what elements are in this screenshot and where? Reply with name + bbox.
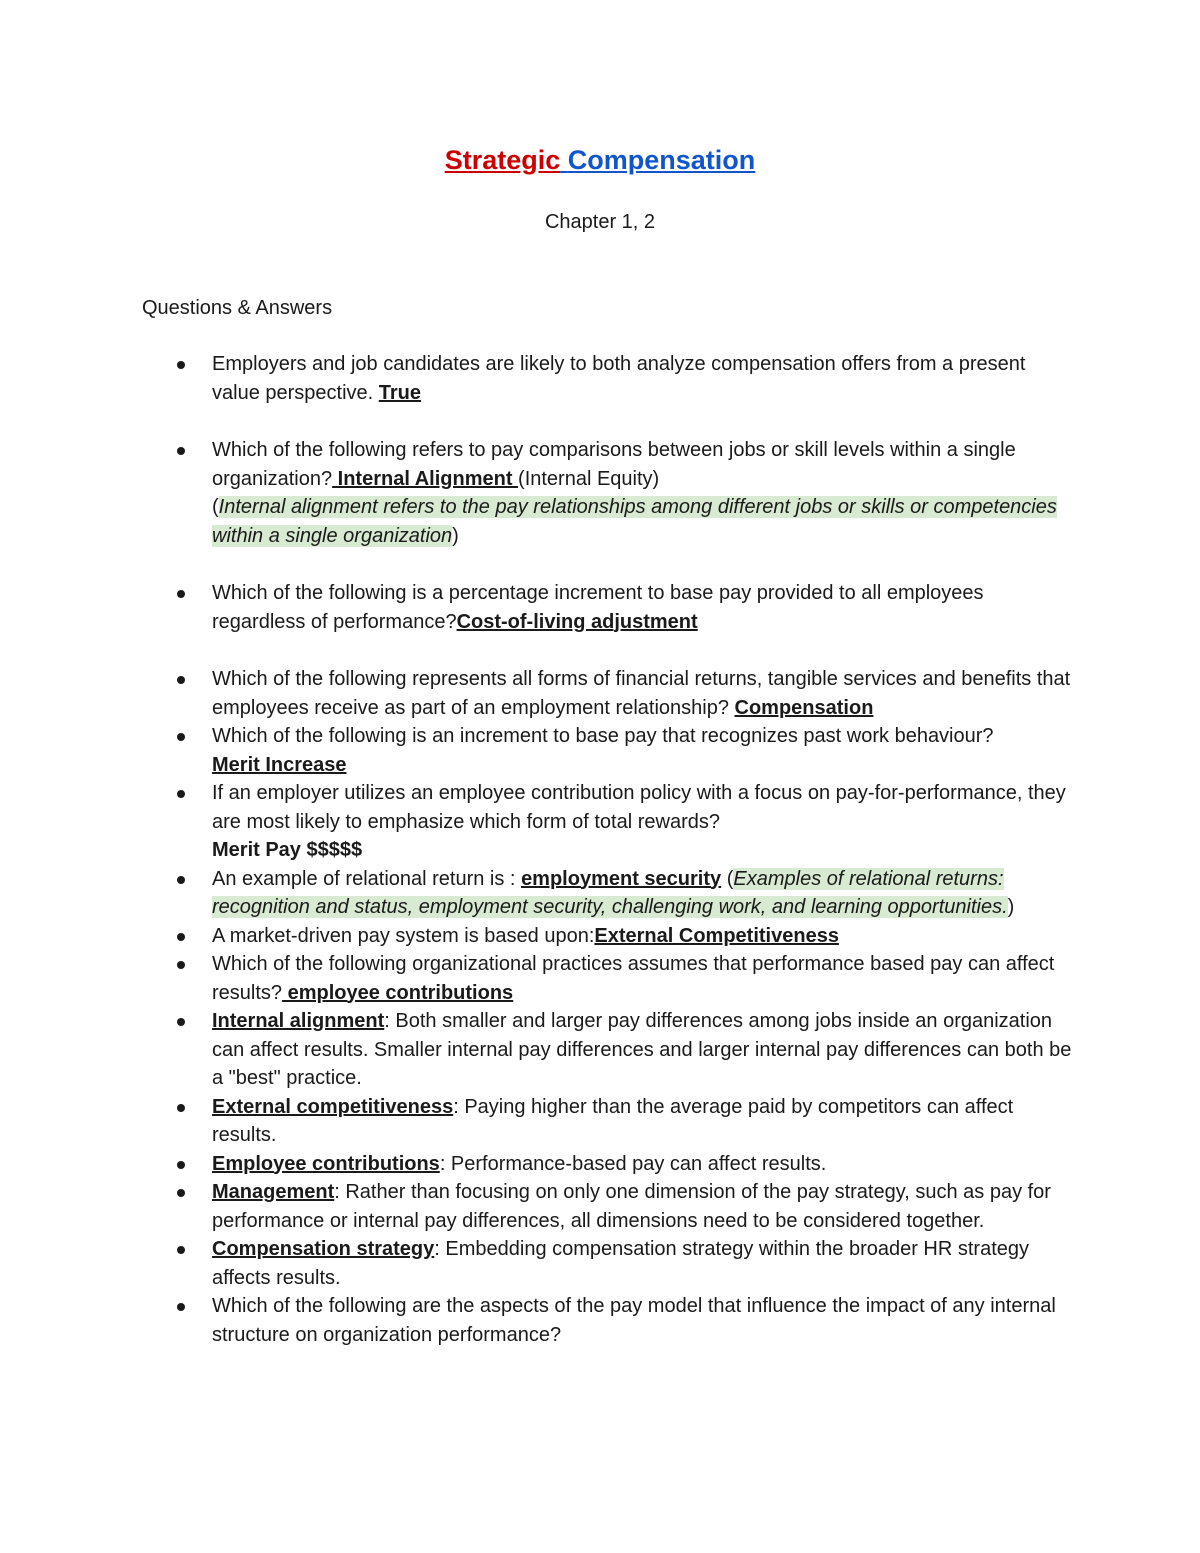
list-item xyxy=(142,436,1072,550)
bullet-icon xyxy=(177,790,185,798)
title-part-compensation: Compensation xyxy=(567,145,756,175)
answer-text: True xyxy=(378,381,422,404)
answer-aside: (Internal Equity) xyxy=(518,467,660,490)
note-close-paren: ) xyxy=(452,524,459,547)
bullet-icon xyxy=(177,1303,185,1311)
definition-text: : Rather than focusing on only one dimension of the pay strategy, such as pay for performance or internal pay differences, all dimensions need to be considered together. xyxy=(212,1181,1051,1232)
list-item xyxy=(142,779,1072,865)
bullet-icon xyxy=(177,361,185,369)
bullet-icon xyxy=(177,676,185,684)
note-open-paren: ( xyxy=(726,867,734,890)
question-text: Which of the following refers to pay comparisons between jobs or skill levels within a single organization? xyxy=(212,439,1016,490)
bullet-icon xyxy=(177,733,185,741)
bullet-icon xyxy=(177,1018,185,1026)
bullet-icon xyxy=(177,1104,185,1112)
list-item xyxy=(142,922,1072,951)
term-text: Compensation strategy xyxy=(212,1238,435,1260)
bullet-icon xyxy=(177,876,185,884)
answer-text: employee contributions xyxy=(282,981,514,1004)
definition-text: : Embedding compensation strategy within the broader HR strategy affects results. xyxy=(212,1238,1030,1289)
document-title xyxy=(0,140,1200,180)
list-item xyxy=(142,579,1072,636)
list-item xyxy=(142,665,1072,722)
chapter-subtitle: Chapter 1, 2 xyxy=(544,211,656,233)
question-text: Which of the following organizational practices assumes that performance based pay can affect results? xyxy=(212,953,1055,1004)
answer-text: Internal Alignment xyxy=(332,467,519,490)
answer-text: Merit Increase xyxy=(212,753,347,776)
bullet-icon xyxy=(177,1189,185,1197)
answer-text: employment security xyxy=(521,867,722,890)
question-text: An example of relational return is : xyxy=(212,867,516,890)
note-open-paren: ( xyxy=(212,496,219,518)
bullet-icon xyxy=(177,933,185,941)
question-text: Which of the following are the aspects of the pay model that influence the impact of any internal structure on organization performance? xyxy=(212,1295,1056,1346)
question-text: Employers and job candidates are likely to both analyze compensation offers from a present value perspective. xyxy=(212,353,1026,404)
list-item xyxy=(142,1178,1072,1235)
question-text: Which of the following is a percentage increment to base pay provided to all employees regardless of performance? xyxy=(212,582,984,633)
question-text: Which of the following represents all forms of financial returns, tangible services and benefits that employees receive as part of an employment relationship? xyxy=(212,668,1071,719)
question-text: If an employer utilizes an employee contribution policy with a focus on pay-for-performance, they are most likely to emphasize which form of total rewards? xyxy=(212,782,1066,833)
list-item xyxy=(142,865,1072,922)
bullet-icon xyxy=(177,961,185,969)
definition-text: : Both smaller and larger pay differences among jobs inside an organization can affect results. Smaller internal pay differences and larger internal pay differences can both be a "best" practice. xyxy=(212,1010,1072,1089)
answer-text: Compensation xyxy=(734,696,874,719)
qa-list xyxy=(142,350,1072,1349)
term-text: External competitiveness xyxy=(212,1095,454,1118)
definition-text: : Performance-based pay can affect results. xyxy=(439,1152,827,1175)
title-part-compensation-prefix xyxy=(560,145,568,175)
answer-text: Merit Pay $$$$$ xyxy=(212,839,363,861)
answer-text: External Competitiveness xyxy=(594,924,839,947)
bullet-icon xyxy=(177,447,185,455)
list-item xyxy=(142,1007,1072,1093)
list-item xyxy=(142,722,1072,779)
list-item xyxy=(142,350,1072,407)
list-item xyxy=(142,1235,1072,1292)
list-item xyxy=(142,1093,1072,1150)
term-text: Employee contributions xyxy=(212,1152,440,1175)
question-text: Which of the following is an increment to base pay that recognizes past work behaviour? xyxy=(212,725,994,747)
answer-text: Cost-of-living adjustment xyxy=(456,610,698,633)
note-close-paren: ) xyxy=(1007,896,1015,918)
list-item xyxy=(142,1150,1072,1179)
question-text: A market-driven pay system is based upon: xyxy=(212,924,595,947)
term-text: Management xyxy=(212,1181,335,1203)
highlighted-note: Internal alignment refers to the pay relationships among different jobs or skills or competencies within a single organization xyxy=(212,496,1057,547)
highlighted-note: Examples of relational returns: recognition and status, employment security, challenging work, and learning opportunities. xyxy=(212,867,1008,918)
term-text: Internal alignment xyxy=(212,1010,385,1032)
section-heading: Questions & Answers xyxy=(142,297,333,319)
list-item xyxy=(142,950,1072,1007)
bullet-icon xyxy=(177,1161,185,1169)
definition-text: : Paying higher than the average paid by competitors can affect results. xyxy=(212,1095,1014,1146)
bullet-icon xyxy=(177,1246,185,1254)
bullet-icon xyxy=(177,590,185,598)
title-part-strategic: Strategic xyxy=(444,145,561,175)
list-item xyxy=(142,1292,1072,1349)
